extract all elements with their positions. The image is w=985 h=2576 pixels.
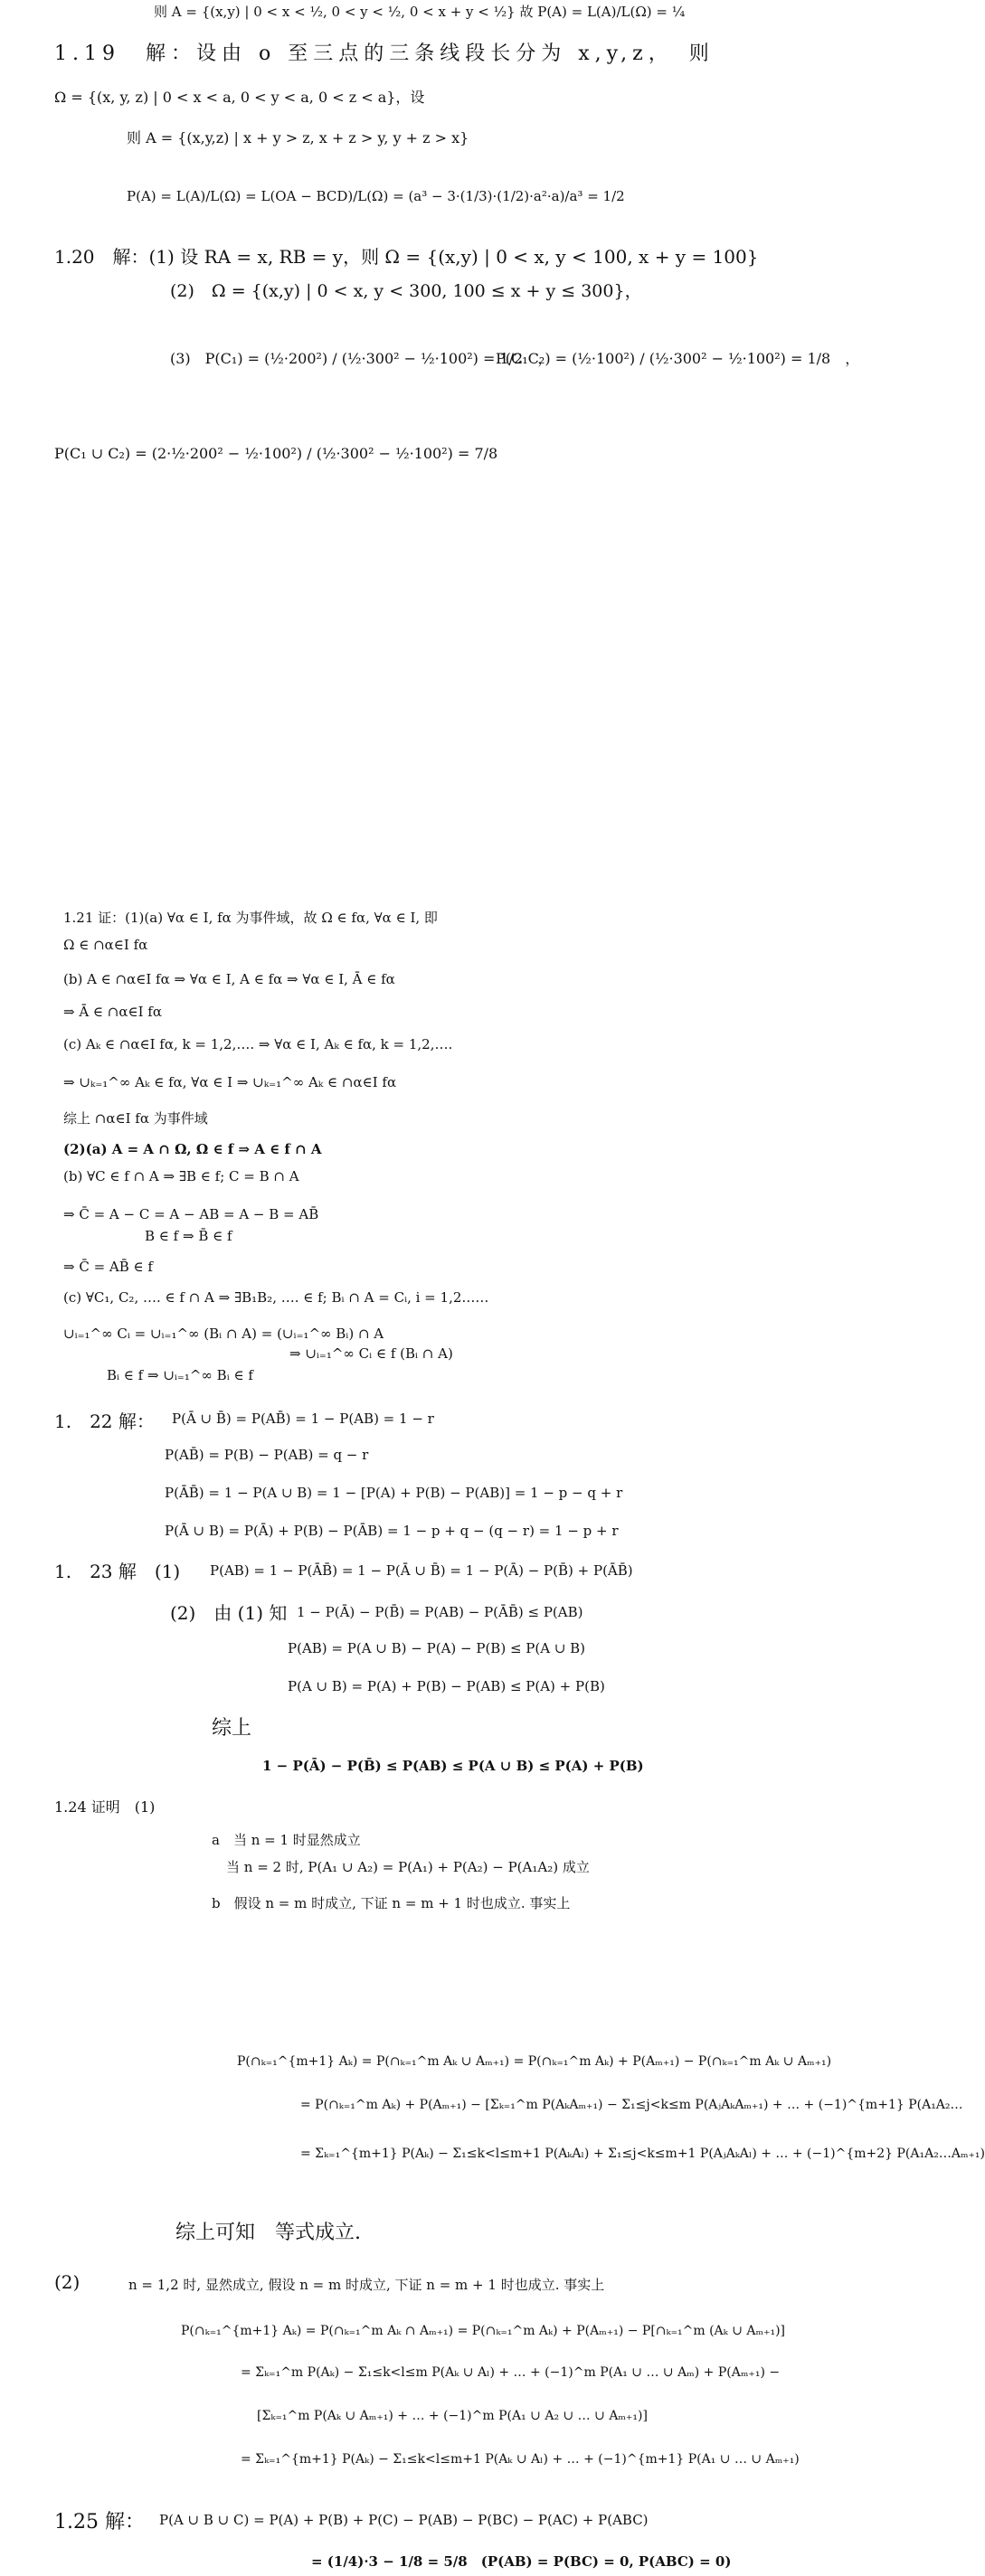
proof-line: (c) ∀C₁, C₂, …. ∈ f ∩ A ⇒ ∃B₁B₂, …. ∈ f; Bᵢ ∩ A = Cᵢ, i = 1,2…… bbox=[63, 1289, 489, 1306]
problem-1-24-eq-3: = Σₖ₌₁^{m+1} P(Aₖ) − Σ₁≤k<l≤m+1 P(AₖAₗ) + Σ₁≤j<k≤m+1 P(AⱼAₖAₗ) + … + (−1)^{m+2} P(A₁A₂…Aₘ₊₁) bbox=[300, 2147, 985, 2161]
problem-1-19-event-a: 则 A = {(x,y,z) | x + y > z, x + z > y, y + z > x} bbox=[127, 129, 469, 146]
problem-1-19-omega: Ω = {(x, y, z) | 0 < x < a, 0 < y < a, 0 < z < a}，设 bbox=[54, 89, 425, 106]
proof-line: 综上 ∩α∈I fα 为事件域 bbox=[63, 1110, 208, 1127]
proof-line: ⇒ Ā ∈ ∩α∈I fα bbox=[63, 1004, 162, 1020]
problem-1-23-line: P(AB) = 1 − P(ĀB̄) = 1 − P(Ā ∪ B̄) = 1 − P(Ā) − P(B̄) + P(ĀB̄) bbox=[210, 1562, 633, 1579]
problem-1-25-line: P(A ∪ B ∪ C) = P(A) + P(B) + P(C) − P(AB) − P(BC) − P(AC) + P(ABC) bbox=[159, 2512, 649, 2528]
proof-line: ⇒ ∪ₖ₌₁^∞ Aₖ ∈ fα, ∀α ∈ I ⇒ ∪ₖ₌₁^∞ Aₖ ∈ ∩α∈I fα bbox=[63, 1074, 397, 1090]
problem-1-24-eq-2: = P(∩ₖ₌₁^m Aₖ) + P(Aₘ₊₁) − [Σₖ₌₁^m P(AₖAₘ₊₁) − Σ₁≤j<k≤m P(AⱼAₖAₘ₊₁) + … + (−1)^{m+1} P(A₁A₂… bbox=[300, 2098, 963, 2112]
problem-1-24-part2-eq: = Σₖ₌₁^m P(Aₖ) − Σ₁≤k<l≤m P(Aₖ ∪ Aₗ) + … + (−1)^m P(A₁ ∪ … ∪ Aₘ) + P(Aₘ₊₁) − bbox=[241, 2365, 781, 2380]
problem-1-22-line: P(AB̄) = P(B) − P(AB) = q − r bbox=[165, 1447, 369, 1463]
problem-1-20-part3-c1: (3) P(C₁) = (½·200²) / (½·300² − ½·100²) = 1/2 ， bbox=[170, 350, 553, 367]
proof-line: 1.21 证：(1)(a) ∀α ∈ I, fα 为事件域，故 Ω ∈ fα, ∀α ∈ I, 即 bbox=[63, 910, 438, 926]
problem-1-25-line: = (1/4)·3 − 1/8 = 5/8 (P(AB) = P(BC) = 0, P(ABC) = 0) bbox=[311, 2553, 732, 2570]
problem-1-24-part2-eq: P(∩ₖ₌₁^{m+1} Aₖ) = P(∩ₖ₌₁^m Aₖ ∩ Aₘ₊₁) = P(∩ₖ₌₁^m Aₖ) + P(Aₘ₊₁) − P[∩ₖ₌₁^m (Aₖ ∪ Aₘ₊₁)] bbox=[181, 2324, 786, 2338]
problem-1-25-heading: 1.25 解： bbox=[54, 2511, 145, 2534]
problem-1-24-part2-text: n = 1,2 时, 显然成立, 假设 n = m 时成立, 下证 n = m + 1 时也成立. 事实上 bbox=[128, 2277, 605, 2293]
proof-line: Ω ∈ ∩α∈I fα bbox=[63, 937, 148, 953]
problem-1-20-union: P(C₁ ∪ C₂) = (2·½·200² − ½·100²) / (½·300² − ½·100²) = 7/8 bbox=[54, 445, 498, 462]
problem-1-22-heading: 1. 22 解： bbox=[54, 1411, 155, 1432]
problem-1-23-part2-heading: (2) 由 (1) 知 bbox=[170, 1602, 288, 1624]
top-partial-line: 则 A = {(x,y) | 0 < x < ½, 0 < y < ½, 0 < x + y < ½} 故 P(A) = L(A)/L(Ω) = ¼ bbox=[154, 4, 686, 20]
problem-1-19-heading: 1.19 解：设由 o 至三点的三条线段长分为 x,y,z， 则 bbox=[54, 42, 715, 65]
proof-line: ∪ᵢ₌₁^∞ Cᵢ = ∪ᵢ₌₁^∞ (Bᵢ ∩ A) = (∪ᵢ₌₁^∞ Bᵢ) ∩ A bbox=[63, 1326, 384, 1342]
problem-1-22-line: P(Ā ∪ B) = P(Ā) + P(B) − P(ĀB) = 1 − p + q − (q − r) = 1 − p + r bbox=[165, 1523, 619, 1539]
proof-line: ⇒ ∪ᵢ₌₁^∞ Cᵢ ∈ f (Bᵢ ∩ A) bbox=[289, 1345, 453, 1362]
problem-1-24-part2-heading: (2) bbox=[54, 2271, 81, 2293]
problem-1-23-line: 1 − P(Ā) − P(B̄) = P(AB) − P(ĀB̄) ≤ P(AB) bbox=[297, 1604, 583, 1620]
proof-line: (c) Aₖ ∈ ∩α∈I fα, k = 1,2,…. ⇒ ∀α ∈ I, Aₖ ∈ fα, k = 1,2,…. bbox=[63, 1036, 453, 1052]
problem-1-24-conclusion: 综上可知 等式成立. bbox=[175, 2222, 361, 2244]
problem-1-23-line: P(A ∪ B) = P(A) + P(B) − P(AB) ≤ P(A) + P(B) bbox=[288, 1678, 605, 1694]
problem-1-24-part2-eq: = Σₖ₌₁^{m+1} P(Aₖ) − Σ₁≤k<l≤m+1 P(Aₖ ∪ Aₗ) + … + (−1)^{m+1} P(A₁ ∪ … ∪ Aₘ₊₁) bbox=[241, 2452, 800, 2467]
problem-1-20-part2: (2) Ω = {(x,y) | 0 < x, y < 300, 100 ≤ x + y ≤ 300}， bbox=[170, 281, 642, 301]
problem-1-24-case-b: b 假设 n = m 时成立, 下证 n = m + 1 时也成立. 事实上 bbox=[212, 1895, 571, 1911]
problem-1-19-probability: P(A) = L(A)/L(Ω) = L(OA − BCD)/L(Ω) = (a³ − 3·(1/3)·(1/2)·a²·a)/a³ = 1/2 bbox=[127, 188, 625, 204]
problem-1-24-case-a: a 当 n = 1 时显然成立 bbox=[212, 1832, 361, 1848]
problem-1-22-line: P(ĀB̄) = 1 − P(A ∪ B) = 1 − [P(A) + P(B) − P(AB)] = 1 − p − q + r bbox=[165, 1485, 623, 1501]
problem-1-24-eq-1: P(∩ₖ₌₁^{m+1} Aₖ) = P(∩ₖ₌₁^m Aₖ ∪ Aₘ₊₁) = P(∩ₖ₌₁^m Aₖ) + P(Aₘ₊₁) − P(∩ₖ₌₁^m Aₖ ∪ Aₘ₊₁) bbox=[237, 2054, 832, 2069]
problem-1-23-final: 1 − P(Ā) − P(B̄) ≤ P(AB) ≤ P(A ∪ B) ≤ P(A) + P(B) bbox=[262, 1758, 644, 1774]
problem-1-22-line: P(Ā ∪ B̄) = P(AB̄) = 1 − P(AB) = 1 − r bbox=[172, 1411, 434, 1427]
problem-1-20-part3-c1c2: P(C₁C₂) = (½·100²) / (½·300² − ½·100²) = 1/8 ， bbox=[496, 350, 860, 367]
proof-line: (2)(a) A = A ∩ Ω, Ω ∈ f ⇒ A ∈ f ∩ A bbox=[63, 1141, 322, 1157]
problem-1-23-line: P(AB) = P(A ∪ B) − P(A) − P(B) ≤ P(A ∪ B) bbox=[288, 1640, 586, 1656]
proof-line: Bᵢ ∈ f ⇒ ∪ᵢ₌₁^∞ Bᵢ ∈ f bbox=[107, 1367, 253, 1383]
proof-line: (b) A ∈ ∩α∈I fα ⇒ ∀α ∈ I, A ∈ fα ⇒ ∀α ∈ I, Ā ∈ fα bbox=[63, 971, 395, 987]
problem-1-24-heading: 1.24 证明 (1) bbox=[54, 1798, 156, 1816]
proof-line: (b) ∀C ∈ f ∩ A ⇒ ∃B ∈ f; C = B ∩ A bbox=[63, 1168, 299, 1184]
problem-1-23-heading: 1. 23 解 (1) bbox=[54, 1561, 181, 1582]
proof-line: ⇒ C̄ = A − C = A − AB = A − B = AB̄ bbox=[63, 1206, 319, 1222]
proof-line: B ∈ f ⇒ B̄ ∈ f bbox=[145, 1228, 232, 1244]
problem-1-20-heading: 1.20 解：(1) 设 RA = x, RB = y，则 Ω = {(x,y) | 0 < x, y < 100, x + y = 100} bbox=[54, 246, 759, 268]
problem-1-23-summary: 综上 bbox=[212, 1717, 252, 1740]
problem-1-24-part2-eq: [Σₖ₌₁^m P(Aₖ ∪ Aₘ₊₁) + … + (−1)^m P(A₁ ∪ A₂ ∪ … ∪ Aₘ₊₁)] bbox=[257, 2409, 648, 2423]
proof-line: ⇒ C̄ = AB̄ ∈ f bbox=[63, 1259, 153, 1275]
problem-1-24-case-a2: 当 n = 2 时, P(A₁ ∪ A₂) = P(A₁) + P(A₂) − P(A₁A₂) 成立 bbox=[226, 1859, 590, 1875]
